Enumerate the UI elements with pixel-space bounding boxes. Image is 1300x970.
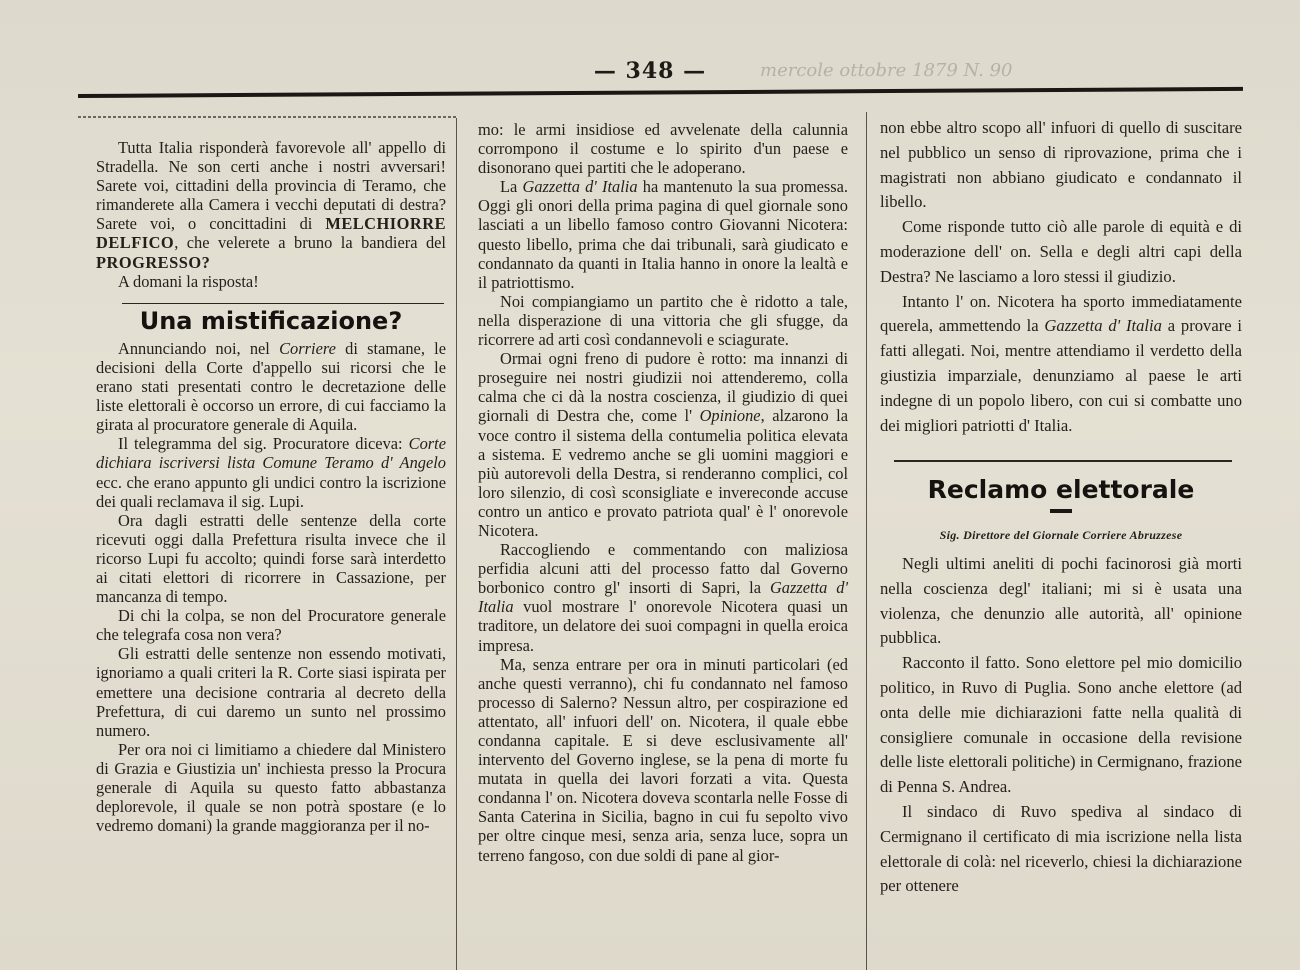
paragraph: Ora dagli estratti delle sentenze della corte ricevuti oggi dalla Prefettura risulta invece che il ricorso Lupi fu accolto; quindi forse sarà interdetto ai citati elettori di ricorrere in Cassazione, per mancanza di tempo.: [96, 510, 446, 607]
column-3: [880, 116, 1242, 899]
paragraph: [96, 434, 446, 510]
column-1: [96, 138, 446, 835]
text: ecc. che erano appunto gli undici contro la iscrizione dei quali reclamava il sig. Lupi.: [96, 472, 446, 511]
text: Il telegramma del sig. Procuratore diceva:: [118, 434, 409, 454]
text: di stamane, le decisioni della Corte d'appello sui ricorsi che le erano stati presentati contro le decretazione delle liste elettorali è occorso un errore, di cui facciamo la girata al procuratore generale di Aquila.: [96, 338, 447, 435]
text: Intanto l' on. Nicotera ha sporto immediatamente querela, ammettendo la: [880, 291, 1242, 336]
word-progresso: PROGRESSO?: [96, 252, 211, 272]
title-dash: [1050, 509, 1072, 513]
paragraph: non ebbe altro scopo all' infuori di quello di suscitare nel pubblico un senso di riprovazione, prima che i magistrati non abbiano giudicato e condannato il libello.: [880, 118, 1242, 212]
paragraph: Il sindaco di Ruvo spediva al sindaco di Cermignano il certificato di mia iscrizione nella lista elettorale di colà: nel riceverlo, chiesi la dichiarazione per ottenere: [880, 801, 1242, 896]
page-number: — 348 —: [593, 58, 707, 84]
italic-text: Corte dichiara iscriversi lista Comune Teramo d' Angelo: [96, 434, 446, 473]
paragraph: [478, 349, 848, 540]
paragraph: Per ora noi ci limitiamo a chiedere dal Ministero di Grazia e Giustizia un' inchiesta presso la Procura generale di Aquila su questo fatto abbastanza deplorevole, il quale se non potrà spostare (e lo vedremo domani) la grande maggioranza per il no-: [96, 739, 446, 836]
section-divider: [894, 460, 1232, 462]
article-title: Reclamo elettorale: [927, 475, 1195, 505]
paragraph: A domani la risposta!: [118, 271, 259, 291]
paragraph: Noi compiangiamo un partito che è ridotto a tale, nella disperazione di una vittoria che gli sfugge, da ricorrere ad arti così condannevoli e sciagurate.: [478, 291, 848, 350]
paragraph: [880, 290, 1242, 439]
paragraph: Come risponde tutto ciò alle parole di equità e di moderazione dell' on. Sella e degli altri capi della Destra? Ne lasciamo a loro stessi il giudizio.: [880, 217, 1242, 286]
text: , che velerete a bruno la bandiera del: [174, 233, 446, 253]
text: Raccogliendo e commentando con maliziosa perfidia alcuni atti del processo fatto dal Governo borbonico contro gl' insorti di Sapri, la: [478, 540, 848, 598]
text: La: [500, 177, 523, 197]
text: Annunciando noi, nel: [118, 338, 280, 358]
paragraph: [478, 540, 848, 655]
bleed-through-header: mercole ottobre 1879 N. 90: [760, 60, 1013, 81]
text: , alzarono la voce contro il sistema della contumelia politica elevata a sistema. E vedremo anche se gli uomini maggiori e più autorevoli della Destra, si renderanno complici, col loro silenzio, di così sconsigliate e invereconde accuse contro un antico e provato patriota qual' è l' onorevole Nicotera.: [478, 406, 848, 540]
name-melchiorre-delfico: MELCHIORRE DELFICO: [96, 214, 446, 253]
text: ha mantenuto la sua promessa. Oggi gli onori della prima pagina di quel giornale sono lasciati a un libello famoso contro Giovanni Nicotera: questo libello, prima che dai tribunali, sarà giudicato e condannato da quanti in Italia hanno in onore la lealtà e il patriottismo.: [478, 177, 848, 292]
paragraph: [96, 339, 446, 434]
paragraph: [96, 138, 446, 272]
italic-text: Corriere: [279, 338, 336, 358]
letter-salutation: Sig. Direttore del Giornale Corriere Abruzzese: [939, 528, 1183, 543]
paragraph: Negli ultimi aneliti di pochi facinorosi già morti nella coscienza degl' italiani; mi si è usata una violenza, che denunzio alle autorità, all' opinione pubblica.: [880, 553, 1242, 648]
paragraph: Di chi la colpa, se non del Procuratore generale che telegrafa cosa non vera?: [96, 606, 446, 645]
paragraph: Racconto il fatto. Sono elettore pel mio domicilio politico, in Ruvo di Puglia. Sono anche elettore (ad onta delle mie dichiarazioni fatte nella qualità di consigliere comunale in occasione della revisione delle liste elettorali politiche) in Cermignano, frazione di Penna S. Andrea.: [880, 653, 1242, 797]
text: Ormai ogni freno di pudore è rotto: ma innanzi di proseguire nei nostri giudizii noi attenderemo, colla calma che ci dà la nostra coscienza, il giudizio di quei giornali di Destra che, come l': [478, 349, 848, 426]
header-rule: [78, 87, 1243, 98]
column-2: [478, 120, 848, 865]
paragraph: Gli estratti delle sentenze non essendo motivati, ignoriamo a quali criteri la R. Corte siasi ispirata per emettere una decisione contraria al decreto della Prefettura, di cui daremo un sunto nel prossimo numero.: [96, 644, 446, 740]
header-rule-dotted: [78, 116, 458, 118]
section-divider: [122, 303, 444, 304]
article-title: Una mistificazione?: [139, 306, 403, 335]
text: a provare i fatti allegati. Noi, mentre attendiamo il verdetto della giustizia imparziale, denunziamo al paese le arti indegne di un popolo libero, con cui si combatte uno dei migliori patriotti d' Italia.: [880, 316, 1243, 435]
italic-text: Gazzetta d' Italia: [478, 578, 848, 617]
paragraph: mo: le armi insidiose ed avvelenate della calunnia corrompono il costume e lo spirito d'un paese e disonorano quei partiti che le adoperano.: [478, 120, 848, 178]
column-separator-1: [456, 118, 457, 970]
paragraph: Ma, senza entrare per ora in minuti particolari (ed anche questi verranno), chi fu condannato nel famoso processo di Salerno? Nessun altro, per cospirazione ed attentato, all' infuori dell' on. Nicotera, il quale ebbe condanna capitale. E si deve esclusivamente all' intervento del Governo inglese, se la pena di morte fu mutata in quella dei lavori forzati a vita. Questa condanna l' on. Nicotera doveva scontarla nelle Fosse di Santa Caterina in Sicilia, bagno in cui fu sepolto vivo per oltre cinque mesi, senza aria, senza luce, sopra un terreno fangoso, con due soldi di pane al gior-: [478, 654, 848, 865]
italic-text: Opinione: [699, 406, 761, 426]
paragraph: [478, 177, 848, 292]
text: Tutta Italia risponderà favorevole all' appello di Stradella. Ne son certi anche i nostri avversari! Sarete voi, cittadini della provincia di Teramo, che rimanderete alla Camera i vecchi deputati di destra? Sarete voi, o concittadini di: [96, 138, 446, 234]
text: vuol mostrare l' onorevole Nicotera quasi un traditore, un delatore dei suoi compagni in quella eroica impresa.: [478, 597, 848, 655]
italic-text: Gazzetta d' Italia: [1044, 316, 1162, 336]
column-separator-2: [866, 112, 867, 970]
italic-text: Gazzetta d' Italia: [522, 177, 638, 197]
